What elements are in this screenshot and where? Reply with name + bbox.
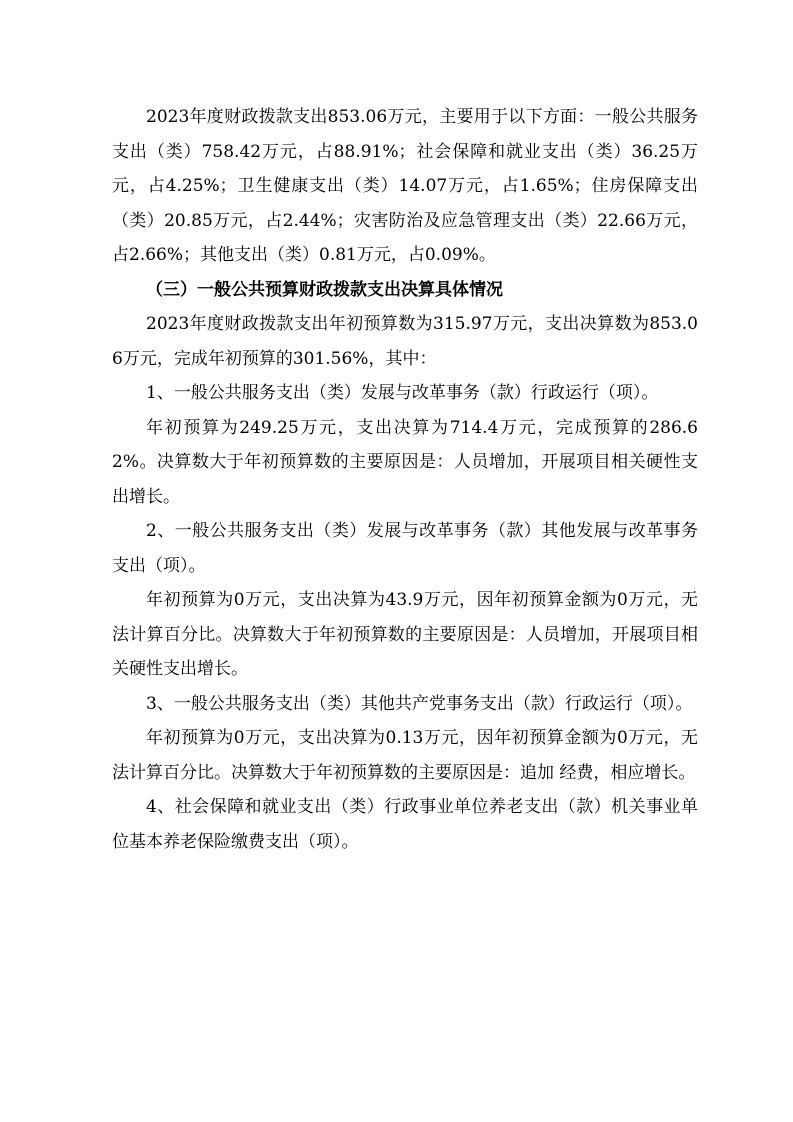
- paragraph-item-1-title: 1、一般公共服务支出（类）发展与改革事务（款）行政运行（项）。: [146, 383, 659, 403]
- paragraph-item-2-title: 2、一般公共服务支出（类）发展与改革事务（款）其他发展与改革事务支出（项）。: [112, 521, 698, 576]
- paragraph-item-2-detail: 年初预算为0万元，支出决算为43.9万元，因年初预算金额为0万元，无法计算百分比。决算数大于年初预算数的主要原因是：人员增加，开展项目相关硬性支出增长。: [112, 590, 698, 679]
- paragraph-item-3-title: 3、一般公共服务支出（类）其他共产党事务支出（款）行政运行（项）。: [146, 693, 693, 714]
- paragraph-budget-overview: 2023年度财政拨款支出年初预算数为315.97万元，支出决算数为853.06万元，完成年初预算的301.56%，其中：: [112, 314, 698, 369]
- document-body: [112, 100, 698, 859]
- paragraph-expenditure-summary: 2023年度财政拨款支出853.06万元，主要用于以下方面：一般公共服务支出（类）758.42万元，占88.91%；社会保障和就业支出（类）36.25万元，占4.25%；卫生健康支出（类）14.07万元，占1.65%；住房保障支出（类）20.85万元，占2.44%；灾害防治及应急管理支出（类）22.66万元，占2.66%；其他支出（类）0.81万元，占0.09%。: [112, 107, 698, 265]
- paragraph-item-3-detail: 年初预算为0万元，支出决算为0.13万元，因年初预算金额为0万元，无法计算百分比。决算数大于年初预算数的主要原因是：追加 经费，相应增长。: [112, 728, 698, 783]
- paragraph-item-4-title: 4、社会保障和就业支出（类）行政事业单位养老支出（款）机关事业单位基本养老保险缴费支出（项）。: [112, 797, 698, 852]
- paragraph-item-1-detail: 年初预算为249.25万元，支出决算为714.4万元，完成预算的286.62%。决算数大于年初预算数的主要原因是：人员增加，开展项目相关硬性支出增长。: [112, 417, 698, 507]
- section-heading: （三）一般公共预算财政拨款支出决算具体情况: [146, 279, 503, 300]
